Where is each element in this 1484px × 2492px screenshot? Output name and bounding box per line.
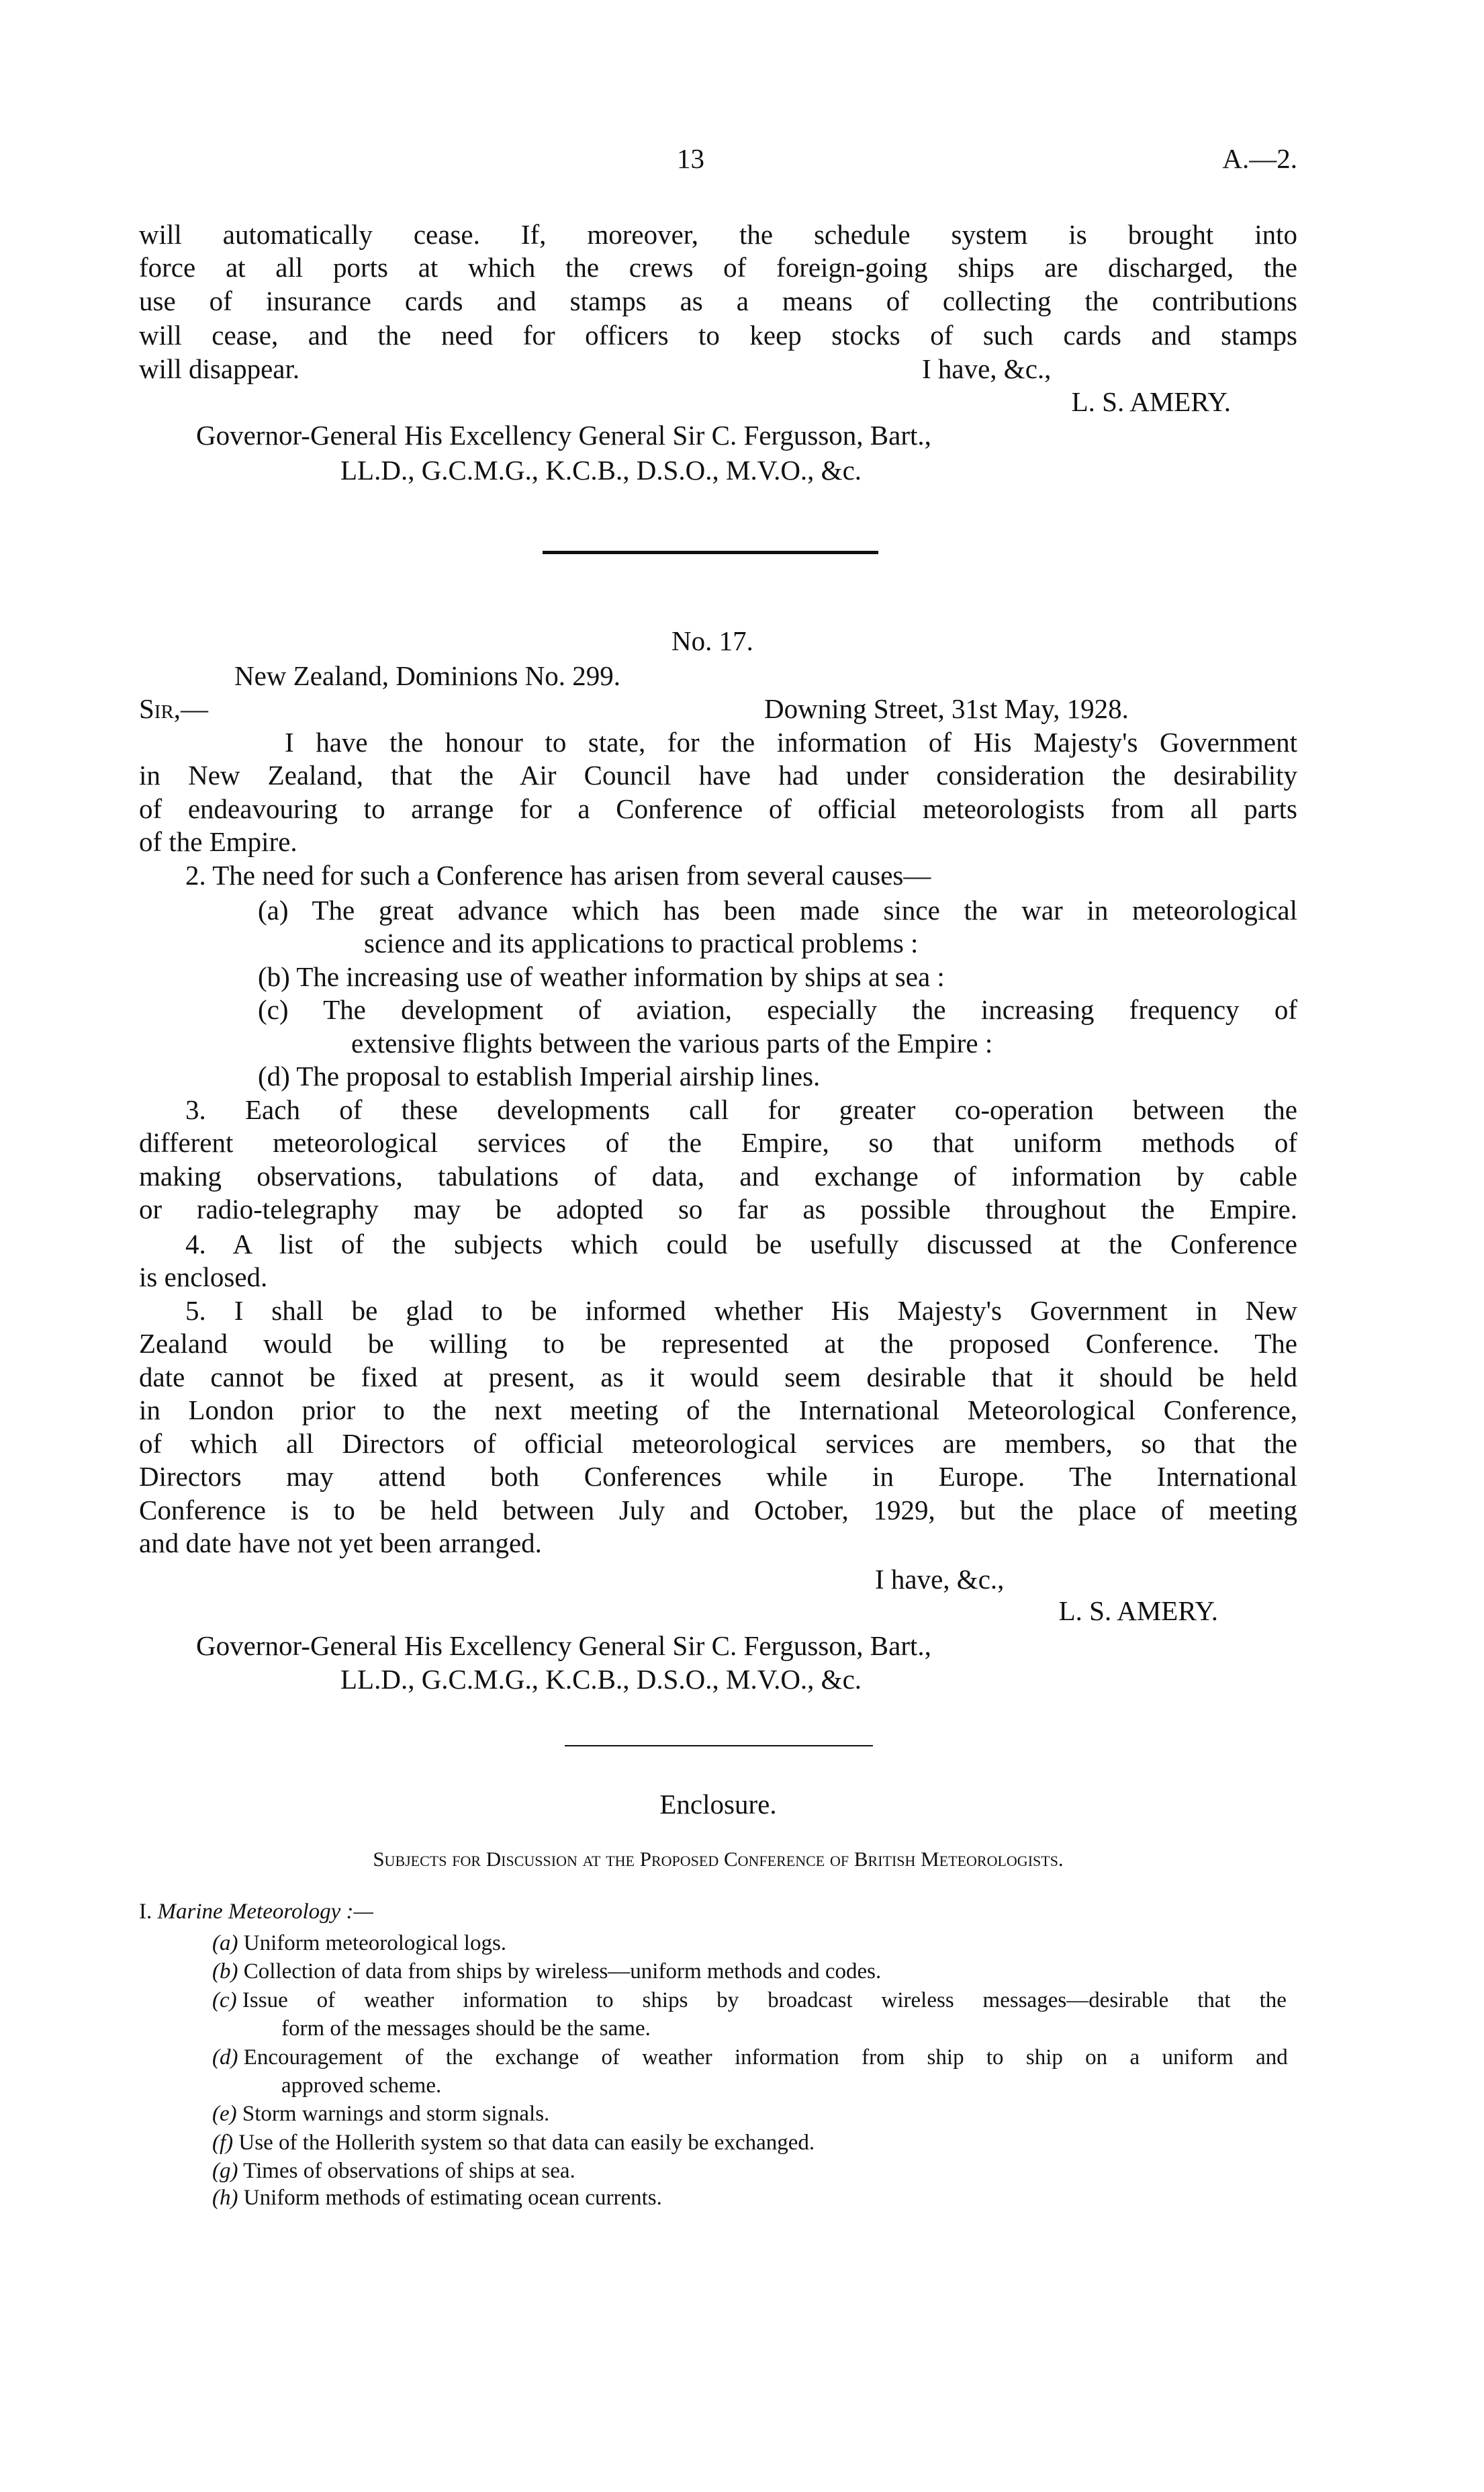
text-line: or radio-telegraphy may be adopted so far as possible throughout the Empire. <box>139 1194 1297 1225</box>
item-text: Encouragement of the exchange of weather information from ship to ship on a uniform and <box>243 2045 1288 2070</box>
text-line: date cannot be fixed at present, as it would seem desirable that it should be held <box>139 1362 1297 1392</box>
text-line: Zealand would be willing to be represented at the proposed Conference. The <box>139 1328 1297 1359</box>
list-item <box>212 1930 506 1957</box>
section-number: I. <box>139 1900 152 1924</box>
text-line: different meteorological services of the Empire, so that uniform methods of <box>139 1127 1297 1158</box>
closing: I have, &c., <box>922 353 1052 384</box>
text-line: is enclosed. <box>139 1261 268 1292</box>
list-item <box>212 2184 662 2211</box>
addressee-honours: LL.D., G.C.M.G., K.C.B., D.S.O., M.V.O., &c. <box>340 455 862 486</box>
page-number: 13 <box>677 143 704 174</box>
signature: L. S. AMERY. <box>1058 1595 1218 1626</box>
list-item <box>212 2100 549 2127</box>
text-line: will cease, and the need for officers to keep stocks of such cards and stamps <box>139 320 1297 351</box>
document-reference: A.—2. <box>1222 143 1297 174</box>
item-text: Use of the Hollerith system so that data can easily be exchanged. <box>238 2131 815 2155</box>
item-label: (e) <box>212 2102 237 2126</box>
item-label: (d) <box>212 2045 238 2070</box>
cause-d: (d) The proposal to establish Imperial airship lines. <box>258 1061 821 1092</box>
text-line: I have the honour to state, for the information of His Majesty's Government <box>285 727 1297 758</box>
text-line: science and its applications to practical problems : <box>364 928 919 959</box>
list-item <box>212 1958 881 1985</box>
text-line: and date have not yet been arranged. <box>139 1527 542 1558</box>
list-item <box>212 1987 1287 2014</box>
item-continuation: approved scheme. <box>281 2074 442 2098</box>
text-line: of which all Directors of official meteorological services are members, so that the <box>139 1428 1297 1459</box>
item-text: Uniform meteorological logs. <box>243 1931 507 1955</box>
text-line: of endeavouring to arrange for a Conference of official meteorologists from all parts <box>139 793 1297 824</box>
item-label: (h) <box>212 2186 238 2210</box>
text-line: 2. The need for such a Conference has arisen from several causes— <box>185 860 931 891</box>
letter-number: No. 17. <box>671 625 753 656</box>
addressee-honours: LL.D., G.C.M.G., K.C.B., D.S.O., M.V.O., &c. <box>340 1664 862 1695</box>
cause-b: (b) The increasing use of weather information by ships at sea : <box>258 961 945 992</box>
item-continuation: form of the messages should be the same. <box>281 2016 651 2041</box>
text-line: making observations, tabulations of data, and exchange of information by cable <box>139 1161 1297 1192</box>
item-label: (f) <box>212 2131 234 2155</box>
enclosure-subtitle: Subjects for Discussion at the Proposed Conference of British Meteorologists. <box>373 1847 1064 1871</box>
text-line: use of insurance cards and stamps as a means of collecting the contributions <box>139 285 1297 316</box>
text-line: extensive flights between the various parts of the Empire : <box>351 1028 993 1059</box>
text-line: force at all ports at which the crews of foreign-going ships are discharged, the <box>139 252 1297 283</box>
list-item <box>212 2157 575 2184</box>
section-title: Marine Meteorology :— <box>157 1900 373 1924</box>
item-text: Times of observations of ships at sea. <box>243 2159 575 2183</box>
item-label: (b) <box>212 1959 238 1984</box>
list-item <box>212 2129 815 2156</box>
text-line: Directors may attend both Conferences while in Europe. The International <box>139 1461 1297 1492</box>
item-text: Collection of data from ships by wireless—uniform methods and codes. <box>243 1959 882 1984</box>
section-divider <box>543 551 878 554</box>
addressee: Governor-General His Excellency General Sir C. Fergusson, Bart., <box>196 1630 931 1661</box>
item-label: (g) <box>212 2159 238 2183</box>
text-line: of the Empire. <box>139 826 297 857</box>
letter-reference: New Zealand, Dominions No. 299. <box>234 660 621 691</box>
text-line: 4. A list of the subjects which could be usefully discussed at the Conference <box>185 1229 1297 1259</box>
item-text: Storm warnings and storm signals. <box>242 2102 550 2126</box>
closing: I have, &c., <box>875 1564 1005 1595</box>
item-label: (c) <box>212 1988 237 2012</box>
enclosure-title: Enclosure. <box>659 1789 777 1820</box>
section-divider <box>565 1745 873 1746</box>
text-line: Conference is to be held between July and October, 1929, but the place of meeting <box>139 1495 1297 1525</box>
text-line: 5. I shall be glad to be informed whether His Majesty's Government in New <box>185 1295 1297 1326</box>
section-heading <box>139 1898 373 1925</box>
cause-c: (c) The development of aviation, especially the increasing frequency of <box>258 994 1297 1025</box>
item-text: Uniform methods of estimating ocean currents. <box>243 2186 662 2210</box>
salutation: Sir,— <box>139 693 209 724</box>
item-label: (a) <box>212 1931 238 1955</box>
cause-a: (a) The great advance which has been made since the war in meteorological <box>258 895 1297 926</box>
list-item <box>212 2044 1288 2071</box>
text-line: in New Zealand, that the Air Council have had under consideration the desirability <box>139 760 1297 791</box>
text-line: in London prior to the next meeting of the International Meteorological Conference, <box>139 1394 1297 1425</box>
addressee: Governor-General His Excellency General Sir C. Fergusson, Bart., <box>196 420 931 451</box>
item-text: Issue of weather information to ships by broadcast wireless messages—desirable that the <box>242 1988 1287 2012</box>
text-line: 3. Each of these developments call for greater co-operation between the <box>185 1094 1297 1125</box>
place-date: Downing Street, 31st May, 1928. <box>764 693 1129 724</box>
text-line: will automatically cease. If, moreover, the schedule system is brought into <box>139 219 1297 250</box>
text-line: will disappear. <box>139 353 300 384</box>
signature: L. S. AMERY. <box>1071 386 1231 417</box>
